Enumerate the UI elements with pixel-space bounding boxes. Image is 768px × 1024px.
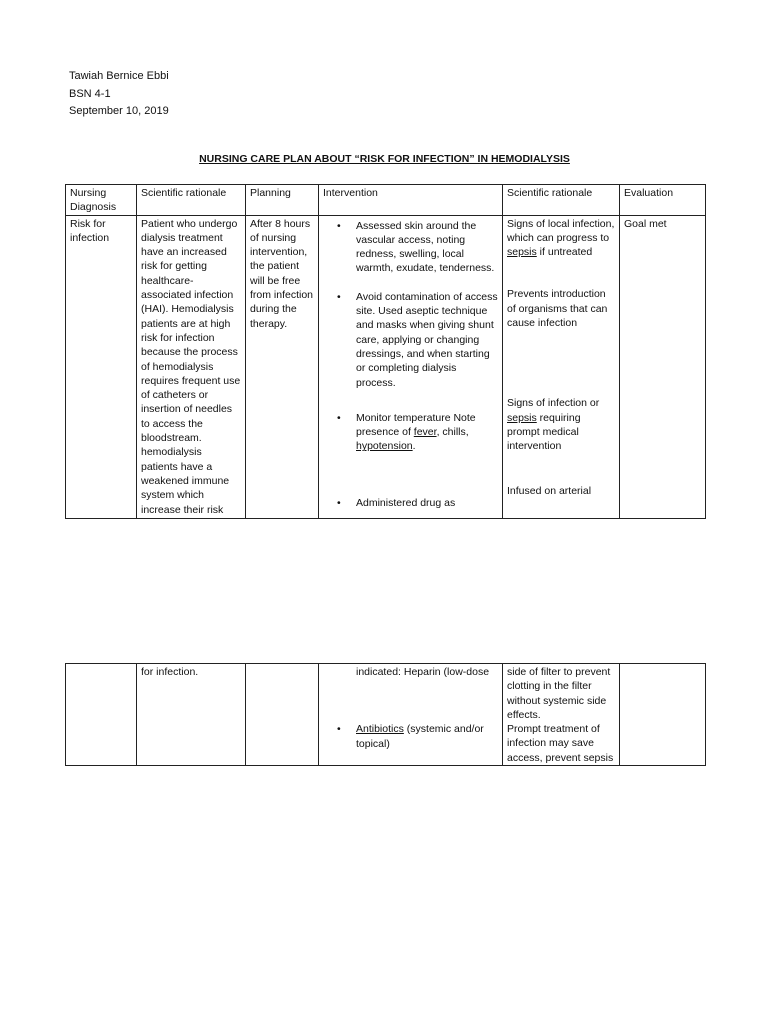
intervention-item: • Assessed skin around the vascular access, noting redness, swelling, local warmth, exudate, tenderness. [323, 219, 498, 276]
student-header [69, 69, 169, 122]
rationale-item: Prevents introduction of organisms that can cause infection [507, 288, 608, 330]
document-date: September 10, 2019 [69, 105, 169, 118]
intervention-cell [319, 215, 503, 518]
table-row [66, 215, 706, 518]
care-plan-table-continued [65, 663, 706, 766]
fever-link: fever [413, 426, 437, 439]
sepsis-link: sepsis [507, 411, 537, 424]
student-name: Tawiah Bernice Ebbi [69, 70, 169, 82]
column-header: Scientific rationale [137, 185, 246, 216]
rationale-item: Infused on arterial [507, 484, 592, 497]
evaluation-cell [620, 664, 706, 766]
table-header-row [66, 185, 706, 216]
scientific-rationale-cell: for infection. [137, 664, 246, 766]
hypotension-link: hypotension [356, 440, 413, 453]
sepsis-link: sepsis [507, 246, 537, 259]
column-header: Evaluation [620, 185, 706, 216]
planning-cell: After 8 hours of nursing intervention, the patient will be free from infection during the therapy. [246, 215, 319, 518]
scientific-rationale-cell: Patient who undergo dialysis treatment have an increased risk for getting healthcare-associated infection (HAI). Hemodialysis patients are at high risk for infection because the process of hemodialysis requires frequent use of catheters or insertion of needles to access the bloodstream. hemodialysis patients have a weakened immune system which increase their risk [137, 215, 246, 518]
rationale-item: Signs of infection or sepsis requiring prompt medical intervention [507, 397, 600, 453]
intervention-cell [319, 664, 503, 766]
column-header: Nursing Diagnosis [66, 185, 137, 216]
intervention-item: • Antibiotics (systemic and/or topical) [323, 722, 498, 751]
column-header: Scientific rationale [503, 185, 620, 216]
planning-cell [246, 664, 319, 766]
table-row [66, 664, 706, 766]
intervention-continued: indicated: Heparin (low-dose [356, 666, 490, 678]
intervention-item: • Administered drug as [323, 496, 498, 510]
intervention-item: • Avoid contamination of access site. Used aseptic technique and masks when giving shunt care, applying or changing dressings, and when starting or completing dialysis process. [323, 290, 498, 390]
intervention-rationale-cell [503, 215, 620, 518]
document-title: NURSING CARE PLAN ABOUT “RISK FOR INFECTION” IN HEMODIALYSIS [199, 153, 570, 165]
care-plan-table [65, 184, 706, 519]
rationale-continued: side of filter to prevent clotting in the filter without systemic side effects. [507, 666, 611, 721]
evaluation-cell: Goal met [620, 215, 706, 518]
nursing-diagnosis-cell: Risk for infection [66, 215, 137, 518]
rationale-item: Signs of local infection, which can progress to sepsis if untreated [507, 217, 615, 259]
antibiotics-link: Antibiotics [356, 723, 404, 736]
student-class: BSN 4-1 [69, 87, 111, 100]
column-header: Planning [246, 185, 319, 216]
intervention-item: • Monitor temperature Note presence of fever, chills, hypotension. [323, 411, 498, 454]
rationale-item: Prompt treatment of infection may save access, prevent sepsis [507, 723, 614, 764]
column-header: Intervention [319, 185, 503, 216]
nursing-diagnosis-cell [66, 664, 137, 766]
intervention-rationale-cell [503, 664, 620, 766]
